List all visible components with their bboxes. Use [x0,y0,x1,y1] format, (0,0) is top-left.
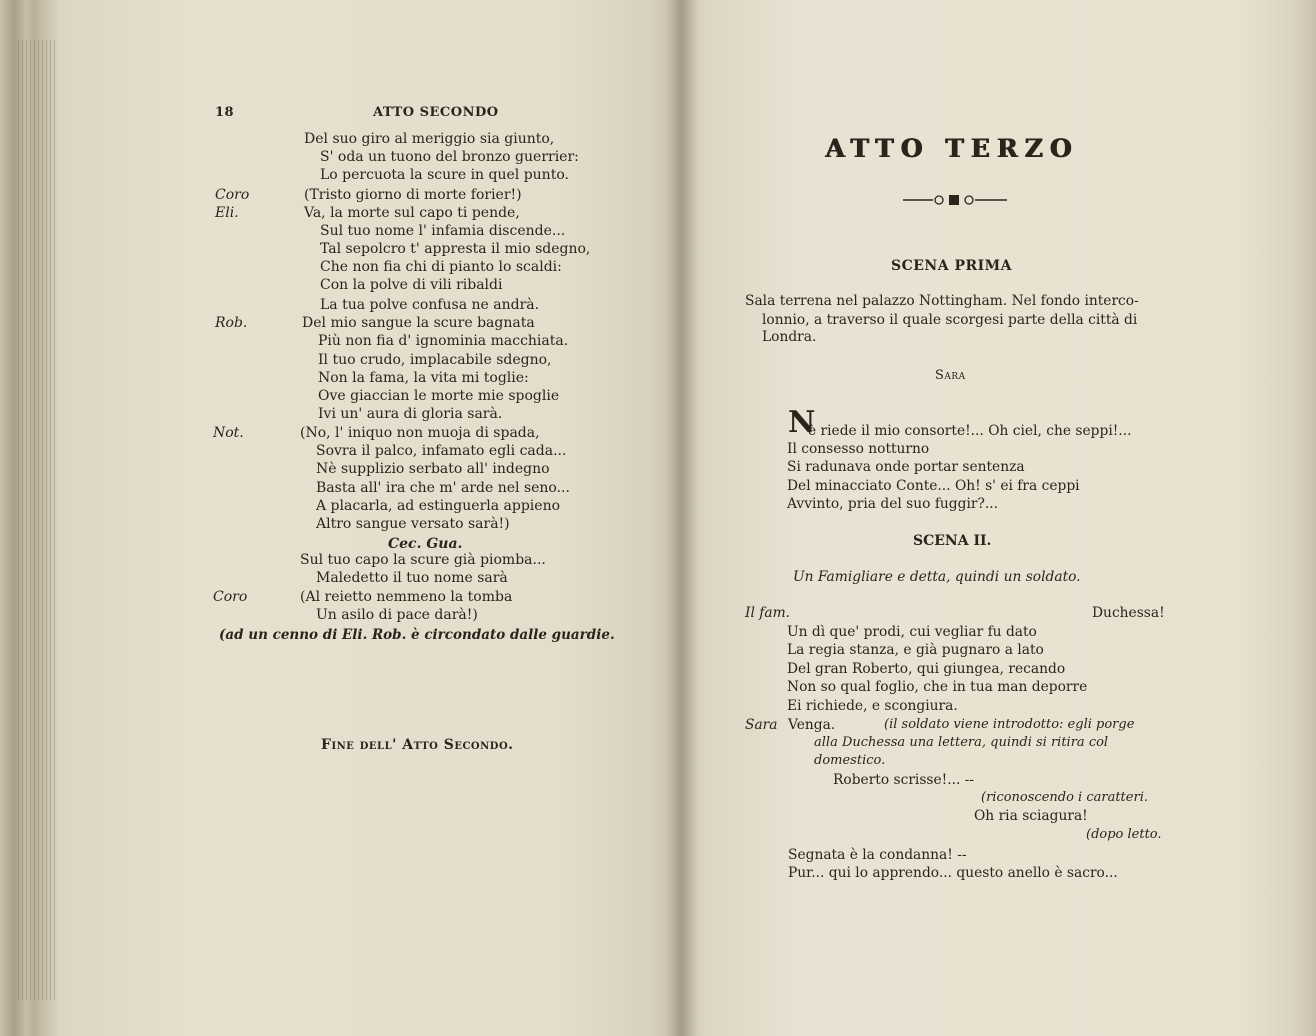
verse-line: Ei richiede, e scongiura. [787,698,958,714]
verse-line: Duchessa! [1092,605,1165,621]
scene-heading: SCENA II. [913,533,992,549]
book-gutter [666,0,698,1036]
verse-line: Il tuo crudo, implacabile sdegno, [318,352,552,368]
scene-setting-line: Sala terrena nel palazzo Nottingham. Nel fondo interco- [745,293,1139,309]
ornament-divider [903,193,1007,207]
verse-line: Ove giaccian le morte mie spoglie [318,388,560,404]
scene-setting-line: lonnio, a traverso il quale scorgesi parte della città di [762,312,1138,328]
speaker-label: Eli. [215,205,239,221]
verse-line: Un asilo di pace darà!) [316,607,478,623]
stage-direction: (dopo letto. [1086,827,1162,842]
verse-line: Altro sangue versato sarà!) [316,516,510,532]
verse-line: Un dì que' prodi, cui vegliar fu dato [787,624,1037,640]
speaker-label: Sara [745,717,778,733]
verse-line: La regia stanza, e già pugnaro a lato [787,642,1044,658]
scene-setting-line: Londra. [762,329,817,345]
verse-line: Del minacciato Conte... Oh! s' ei fra ceppi [787,478,1080,494]
verse-line: Avvinto, pria del suo fuggir?... [787,496,999,512]
speaker-label: Cec. Gua. [388,536,463,552]
running-head: ATTO SECONDO [373,105,499,120]
verse-line: Sovra il palco, infamato egli cada... [316,443,567,459]
verse-line: Sul tuo capo la scure già piomba... [300,552,546,568]
verse-line: Lo percuota la scure in quel punto. [320,167,569,183]
verse-line: Roberto scrisse!... -- [833,772,975,788]
verse-line: Con la polve di vili ribaldi [320,277,503,293]
speaker-label: Not. [213,425,244,441]
verse-line: Sul tuo nome l' infamia discende... [320,223,566,239]
stage-direction: (il soldato viene introdotto: egli porge [884,717,1135,732]
verse-line: Venga. [788,717,836,733]
verse-line: Nè supplizio serbato all' indegno [316,461,550,477]
verse-line: Che non fia chi di pianto lo scaldi: [320,259,562,275]
verse-line: Del gran Roberto, qui giungea, recando [787,661,1066,677]
verse-line: Ivi un' aura di gloria sarà. [318,406,503,422]
verse-line: La tua polve confusa ne andrà. [320,297,540,313]
verse-line: Va, la morte sul capo ti pende, [304,205,520,221]
speaker-label: Coro [215,187,250,203]
drop-cap: N [788,405,816,440]
verse-line: S' oda un tuono del bronzo guerrier: [320,149,579,165]
verse-line: Tal sepolcro t' appresta il mio sdegno, [320,241,591,257]
verse-line: Del suo giro al meriggio sia giunto, [304,131,555,147]
page-number: 18 [215,105,235,120]
verse-line: Non so qual foglio, che in tua man deporre [787,679,1088,695]
scene-cast: Un Famigliare e detta, quindi un soldato. [793,569,1081,585]
stage-direction: domestico. [814,753,886,768]
verse-line: Pur... qui lo apprendo... questo anello è sacro... [788,865,1118,881]
speaker-label: Il fam. [745,605,791,621]
verse-line: (Al reietto nemmeno la tomba [300,589,513,605]
verse-line: Non la fama, la vita mi toglie: [318,370,529,386]
verse-line: A placarla, ad estinguerla appieno [316,498,561,514]
verse-line: Più non fia d' ignominia macchiata. [318,333,569,349]
speaker-label: Rob. [215,315,248,331]
character-name: Sara [935,368,966,383]
verse-line: Il consesso notturno [787,441,930,457]
verse-line: (No, l' iniquo non muoja di spada, [300,425,540,441]
verse-line: Oh ria sciagura! [974,808,1088,824]
page-edge-stack [18,40,58,1000]
stage-direction: (ad un cenno di Eli. Rob. è circondato dalle guardie. [219,627,615,643]
verse-line: Del mio sangue la scure bagnata [302,315,535,331]
verse-line: (Tristo giorno di morte forier!) [304,187,522,203]
scene-heading: SCENA PRIMA [891,258,1013,274]
stage-direction: alla Duchessa una lettera, quindi si ritira col [814,735,1109,750]
verse-line: Segnata è la condanna! -- [788,847,967,863]
end-of-act-note: Fine dell' Atto Secondo. [321,737,514,753]
speaker-label: Coro [213,589,248,605]
verse-line: Basta all' ira che m' arde nel seno... [316,480,570,496]
verse-line: è riede il mio consorte!... Oh ciel, che seppi!... [808,423,1132,439]
verse-line: Maledetto il tuo nome sarà [316,570,508,586]
stage-direction: (riconoscendo i caratteri. [981,790,1148,805]
act-title: ATTO TERZO [825,134,1079,163]
verse-line: Si radunava onde portar sentenza [787,459,1025,475]
